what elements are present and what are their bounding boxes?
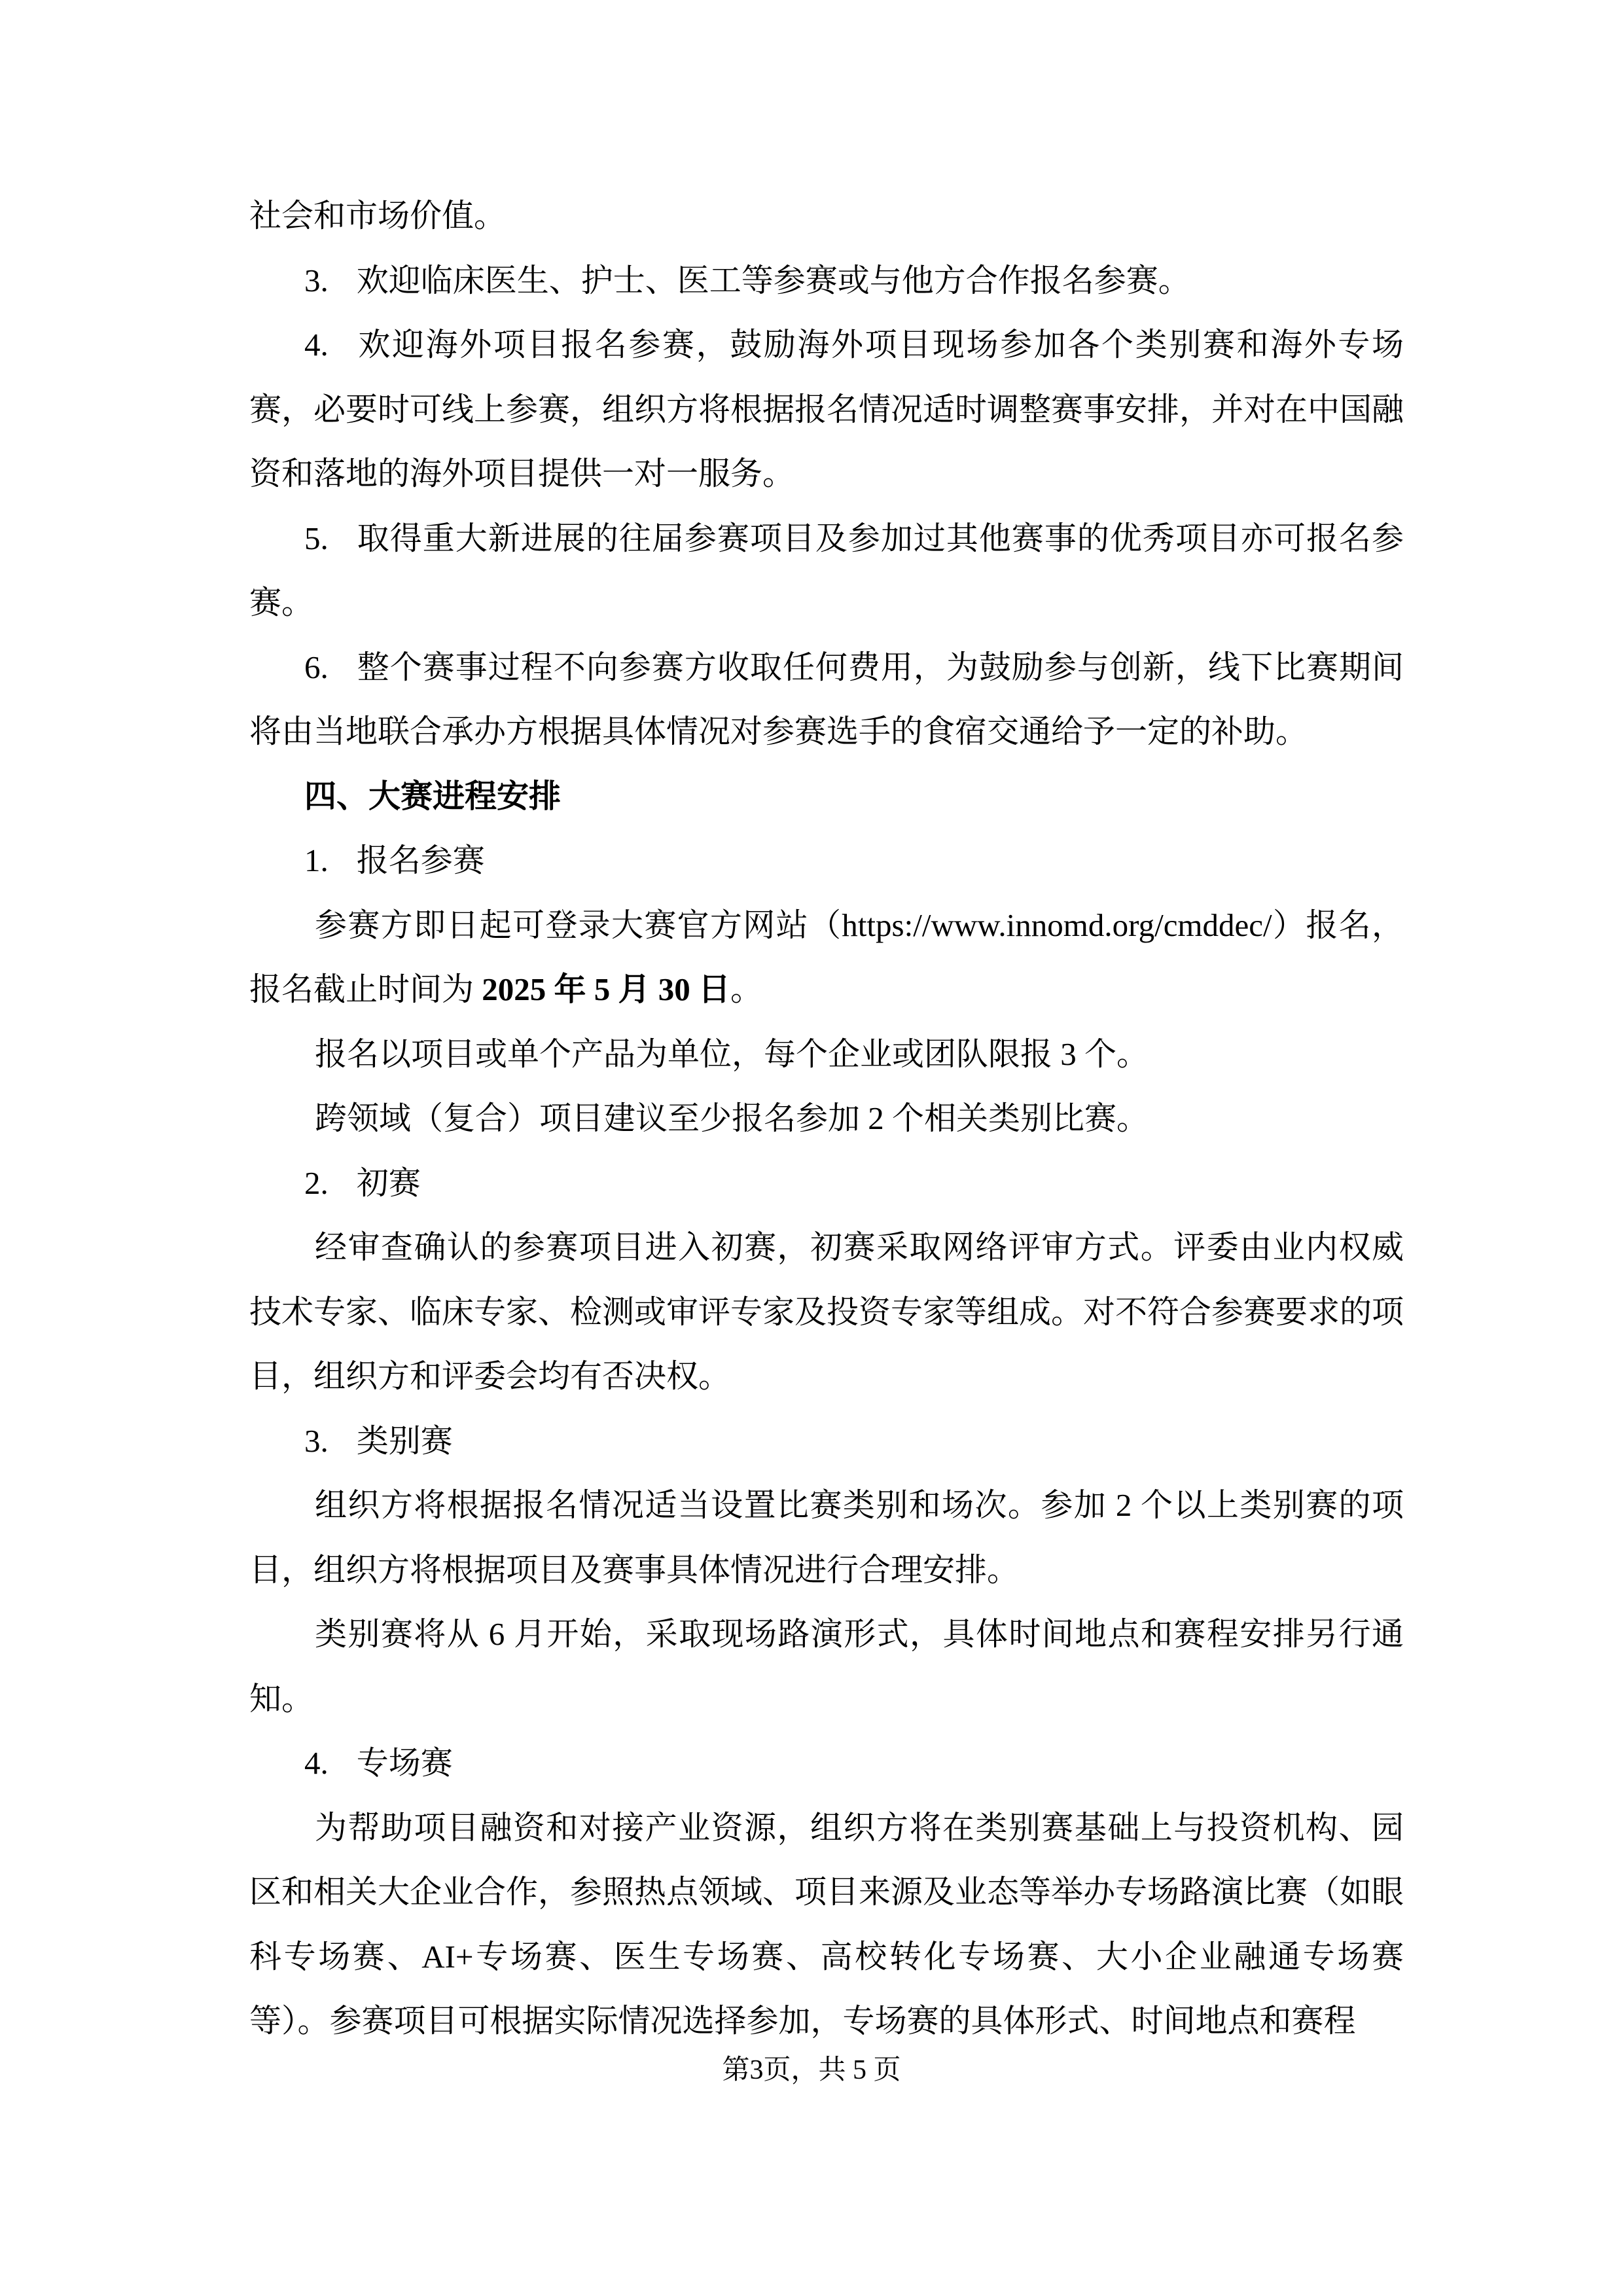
text-run: 四、大赛进程安排 [304, 778, 562, 814]
list-item [249, 829, 1404, 893]
page-footer: 第3页，共 5 页 [722, 2055, 901, 2085]
text-run: 报名以项目或单个产品为单位，每个企业或团队限报 3 个。 [315, 1035, 1149, 1072]
paragraph [249, 1086, 1404, 1151]
list-item [249, 1731, 1404, 1796]
list-number: 3. [304, 1422, 329, 1459]
document-body [249, 184, 1404, 2054]
paragraph [249, 893, 1404, 1022]
text-run: 整个赛事过程不向参赛方收取任何费用，为鼓励参与创新，线下比赛期间将由当地联合承办方根据具体情况对参赛选手的食宿交通给予一定的补助。 [249, 649, 1404, 749]
text-run: 专场赛 [356, 1745, 453, 1781]
list-item [249, 1151, 1404, 1216]
text-run: 。 [730, 971, 763, 1007]
text-run: 经审查确认的参赛项目进入初赛，初赛采取网络评审方式。评委由业内权威技术专家、临床专家、检测或审评专家及投资专家等组成。对不符合参赛要求的项目，组织方和评委会均有否决权。 [249, 1229, 1404, 1394]
list-item [249, 1409, 1404, 1474]
text-run: 类别赛将从 6 月开始，采取现场路演形式，具体时间地点和赛程安排另行通知。 [249, 1616, 1404, 1717]
text-run: 报名参赛 [356, 842, 485, 878]
paragraph [249, 1602, 1404, 1731]
list-number: 1. [304, 842, 329, 878]
bold-text: 2025 年 5 月 30 日 [482, 971, 731, 1007]
paragraph [249, 1473, 1404, 1602]
paragraph [249, 1022, 1404, 1087]
list-item [249, 636, 1404, 764]
text-run: 取得重大新进展的往届参赛项目及参加过其他赛事的优秀项目亦可报名参赛。 [249, 520, 1404, 620]
text-run: 为帮助项目融资和对接产业资源，组织方将在类别赛基础上与投资机构、园区和相关大企业合作，参照热点领域、项目来源及业态等举办专场路演比赛（如眼科专场赛、AI+专场赛、医生专场赛、高校转化专场赛、大小企业融通专场赛等）。参赛项目可根据实际情况选择参加，专场赛的具体形式、时间地点和赛程 [249, 1809, 1404, 2039]
list-number: 6. [304, 649, 329, 685]
list-number: 5. [304, 520, 329, 556]
list-number: 4. [304, 327, 329, 363]
text-run: 组织方将根据报名情况适当设置比赛类别和场次。参加 2 个以上类别赛的项目，组织方将根据项目及赛事具体情况进行合理安排。 [249, 1487, 1404, 1588]
section-heading [249, 764, 1404, 829]
paragraph [249, 184, 1404, 249]
list-number: 3. [304, 262, 329, 298]
list-item [249, 249, 1404, 314]
text-run: 初赛 [356, 1164, 421, 1201]
list-number: 2. [304, 1164, 329, 1201]
text-run: 社会和市场价值。 [249, 198, 507, 234]
text-run: 参赛方即日起可登录大赛官方网站（https://www.innomd.org/cmddec/）报名，报名截止时间为 [249, 906, 1404, 1007]
paragraph [249, 1796, 1404, 2054]
paragraph [249, 1215, 1404, 1409]
list-item [249, 507, 1404, 636]
text-run: 欢迎海外项目报名参赛，鼓励海外项目现场参加各个类别赛和海外专场赛，必要时可线上参赛，组织方将根据报名情况适时调整赛事安排，并对在中国融资和落地的海外项目提供一对一服务。 [249, 327, 1404, 492]
text-run: 类别赛 [356, 1422, 453, 1459]
list-item [249, 313, 1404, 507]
list-number: 4. [304, 1745, 329, 1781]
text-run: 跨领域（复合）项目建议至少报名参加 2 个相关类别比赛。 [315, 1100, 1149, 1136]
text-run: 欢迎临床医生、护士、医工等参赛或与他方合作报名参赛。 [356, 262, 1190, 298]
